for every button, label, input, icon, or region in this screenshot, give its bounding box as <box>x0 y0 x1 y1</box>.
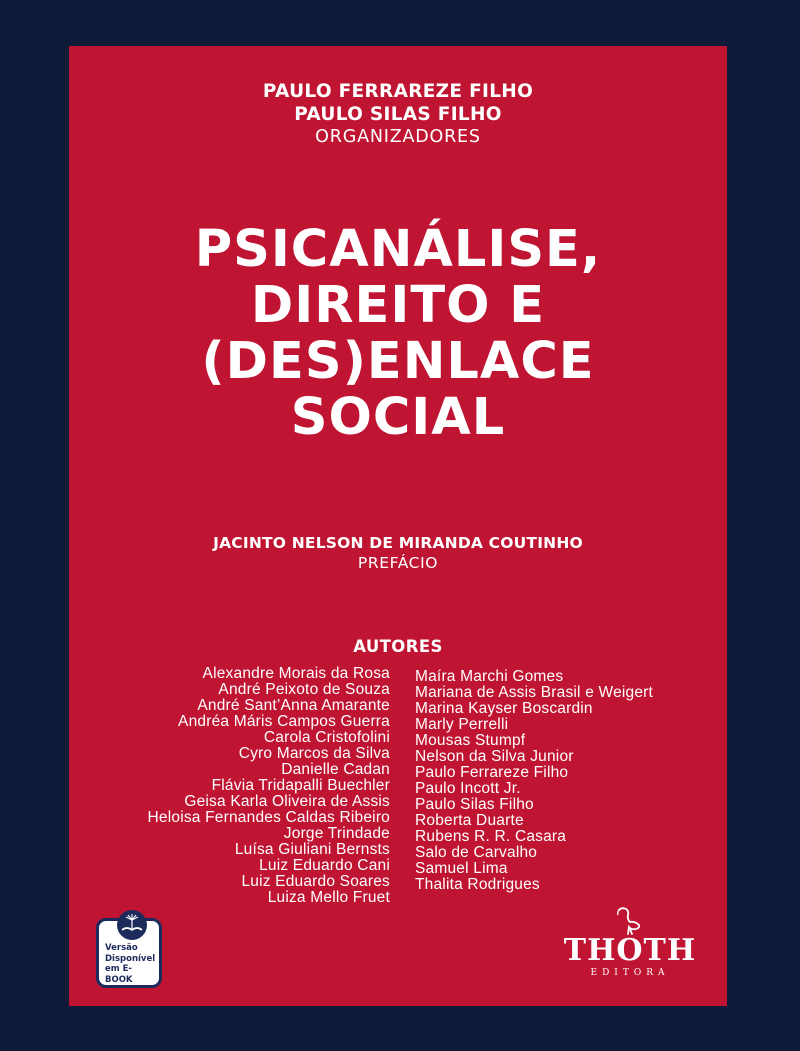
title-line: (DES)ENLACE <box>201 332 595 391</box>
author-name: Samuel Lima <box>415 860 508 877</box>
author-name: Andréa Máris Campos Guerra <box>178 713 390 730</box>
author-name: Luísa Giuliani Bernsts <box>234 841 390 858</box>
author-name: Luiz Eduardo Cani <box>259 857 390 874</box>
author-name: Alexandre Morais da Rosa <box>202 665 390 682</box>
author-name: Luiz Eduardo Soares <box>241 873 390 890</box>
author-name: Luiza Mello Fruet <box>267 889 390 906</box>
author-name: Cyro Marcos da Silva <box>238 745 390 762</box>
author-name: Flávia Tridapalli Buechler <box>211 777 390 794</box>
author-name: Paulo Ferrareze Filho <box>415 764 569 781</box>
author-name: André Sant’Anna Amarante <box>197 697 390 714</box>
author-name: Danielle Cadan <box>281 761 390 778</box>
title-line: SOCIAL <box>290 388 506 447</box>
badge-text <box>105 943 159 985</box>
authors-list-right <box>415 669 653 893</box>
author-name: Marina Kayser Boscardin <box>415 700 593 717</box>
author-name: Paulo Incott Jr. <box>415 780 521 797</box>
badge-line: em E-BOOK <box>105 964 133 985</box>
author-name: Jorge Trindade <box>283 825 390 842</box>
author-name: Paulo Silas Filho <box>415 796 534 813</box>
badge-line: Versão <box>105 943 138 953</box>
badge-line: Disponível <box>105 953 156 964</box>
author-name: André Peixoto de Souza <box>218 681 390 698</box>
author-name: Mousas Stumpf <box>415 732 526 749</box>
author-name: Roberta Duarte <box>415 812 524 829</box>
author-name: Rubens R. R. Casara <box>415 828 567 845</box>
organizers-role: ORGANIZADORES <box>315 127 481 147</box>
ebook-badge <box>96 918 162 988</box>
author-name: Nelson da Silva Junior <box>415 748 574 765</box>
author-name: Maíra Marchi Gomes <box>415 668 564 685</box>
publisher-logo <box>555 906 705 978</box>
book-cover <box>69 46 727 1006</box>
publisher-subtitle: EDITORA <box>590 968 670 978</box>
author-name: Heloisa Fernandes Caldas Ribeiro <box>147 809 390 826</box>
organizer-name: PAULO SILAS FILHO <box>294 104 502 125</box>
author-name: Geisa Karla Oliveira de Assis <box>184 793 390 810</box>
publisher-name: THOTH <box>563 933 697 968</box>
open-book-icon <box>116 909 148 941</box>
title-line: PSICANÁLISE, <box>194 220 602 279</box>
author-name: Thalita Rodrigues <box>415 876 540 893</box>
ibis-bird-icon <box>616 906 644 936</box>
author-name: Carola Cristofolini <box>263 729 390 746</box>
book-title <box>69 222 727 446</box>
preface-block <box>69 533 727 573</box>
organizers-block <box>69 80 727 148</box>
author-name: Marly Perrelli <box>415 716 509 733</box>
organizer-name: PAULO FERRAREZE FILHO <box>262 81 534 102</box>
authors-heading: AUTORES <box>353 637 443 656</box>
preface-role: PREFÁCIO <box>357 554 439 572</box>
title-line: DIREITO E <box>250 276 546 335</box>
author-name: Salo de Carvalho <box>415 844 538 861</box>
preface-author: JACINTO NELSON DE MIRANDA COUTINHO <box>213 534 583 552</box>
author-name: Mariana de Assis Brasil e Weigert <box>415 684 654 701</box>
authors-list-left <box>148 666 390 906</box>
